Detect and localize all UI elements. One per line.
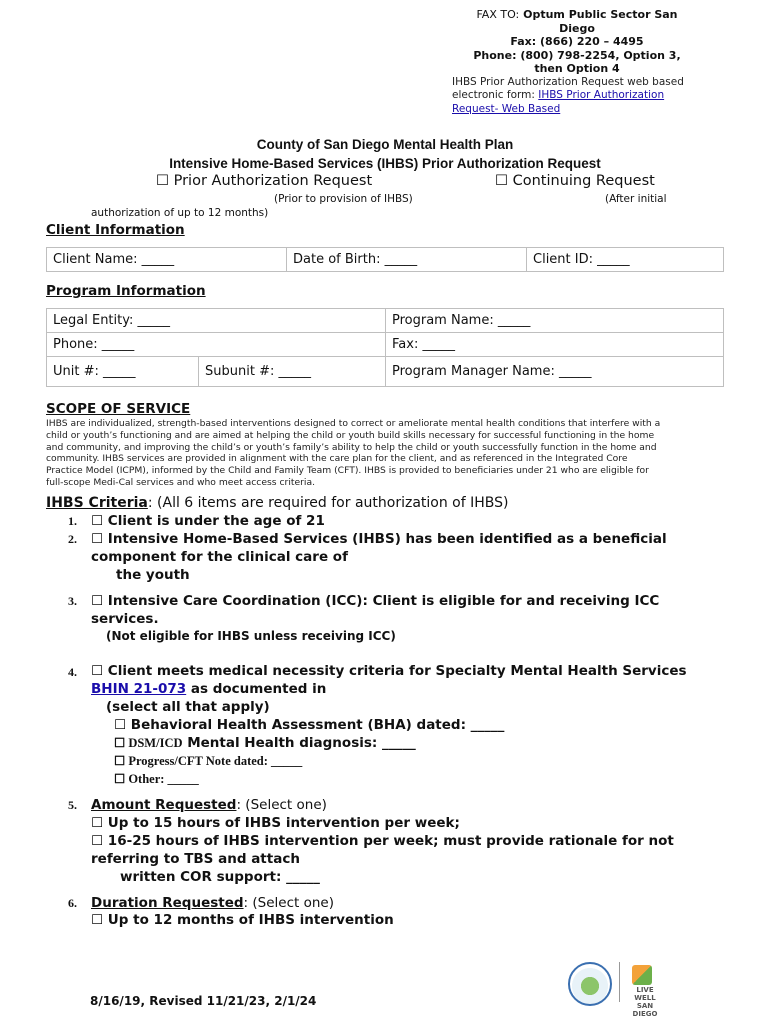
legal-entity-field[interactable]: Legal Entity: _____ xyxy=(47,309,386,333)
unit-field[interactable]: Unit #: _____ xyxy=(47,357,199,387)
program-info-table xyxy=(46,308,724,387)
client-id-field[interactable]: Client ID: _____ xyxy=(527,248,724,272)
logo-divider xyxy=(619,962,620,1002)
live-well-icon xyxy=(632,965,652,985)
fax-block xyxy=(452,8,702,116)
dsm-checkbox[interactable]: ☐ DSM/ICD Mental Health diagnosis: _____ xyxy=(114,735,416,751)
program-phone-field[interactable]: Phone: _____ xyxy=(47,333,386,357)
duration-requested-heading: Duration Requested: (Select one) xyxy=(91,895,334,911)
form-title: County of San Diego Mental Health Plan xyxy=(256,137,514,152)
criterion-3-number: 3. xyxy=(68,594,77,608)
criteria-heading: IHBS Criteria: (All 6 items are required for authorization of IHBS) xyxy=(46,495,509,511)
county-seal-logo xyxy=(568,962,612,1006)
criterion-2-checkbox[interactable]: ☐ Intensive Home-Based Services (IHBS) has been identified as a beneficial xyxy=(91,531,667,547)
revision-date: 8/16/19, Revised 11/21/23, 2/1/24 xyxy=(90,994,317,1008)
criterion-4-line2: BHIN 21-073 as documented in xyxy=(91,681,327,697)
cor-support-field[interactable]: written COR support: _____ xyxy=(120,869,320,885)
dob-field[interactable]: Date of Birth: _____ xyxy=(287,248,527,272)
prior-auth-checkbox[interactable]: ☐ Prior Authorization Request xyxy=(156,173,373,189)
fax-org-line2: Diego xyxy=(559,21,595,35)
criterion-1-number: 1. xyxy=(68,514,77,528)
live-well-logo-text: LIVE WELL SAN DIEGO xyxy=(632,986,658,1018)
other-checkbox[interactable]: ☐ Other: _____ xyxy=(114,772,199,786)
client-name-field[interactable]: Client Name: _____ xyxy=(47,248,287,272)
amount-16-25-line2: referring to TBS and attach xyxy=(91,851,300,867)
program-fax-field[interactable]: Fax: _____ xyxy=(386,333,724,357)
scope-text: IHBS are individualized, strength-based interventions designed to correct or ameliorate mental health conditions that interfere with a child or youth’s functioning and are aimed at helping the child or youth build skills necessary for successful functioning in the home and community, and improving the child’s or youth’s family’s ability to help the child or youth successfully function in the home and community. IHBS services are provided in alignment with the care plan for the client, and as referenced in the Integrated Core Practice Model (ICPM), informed by the Child and Family Team (CFT). IHBS is provided to beneficiaries under 21 who are eligible for full-scope Medi-Cal services and who meet access criteria. xyxy=(46,418,661,488)
progress-note-checkbox[interactable]: ☐ Progress/CFT Note dated: _____ xyxy=(114,754,303,768)
criterion-2-number: 2. xyxy=(68,532,77,546)
manager-name-field[interactable]: Program Manager Name: _____ xyxy=(386,357,724,387)
duration-12-months-checkbox[interactable]: ☐ Up to 12 months of IHBS intervention xyxy=(91,912,394,928)
fax-number: Fax: (866) 220 – 4495 xyxy=(510,35,644,48)
criterion-5-number: 5. xyxy=(68,798,77,812)
criterion-3-line2: services. xyxy=(91,611,159,627)
web-form-text: IHBS Prior Authorization Request web based electronic form: IHBS Prior Authorization Request- Web Based xyxy=(452,75,684,115)
bhin-link[interactable]: BHIN 21-073 xyxy=(91,681,187,697)
continuing-note-cont: authorization of up to 12 months) xyxy=(91,207,269,219)
fax-org: FAX TO: Optum Public Sector San xyxy=(476,8,678,21)
criterion-4-checkbox[interactable]: ☐ Client meets medical necessity criteria for Specialty Mental Health Services xyxy=(91,663,687,679)
criterion-6-number: 6. xyxy=(68,896,77,910)
criterion-3-checkbox[interactable]: ☐ Intensive Care Coordination (ICC): Client is eligible for and receiving ICC xyxy=(91,593,660,609)
criterion-4-select-note: (select all that apply) xyxy=(106,699,270,715)
criterion-3-note: (Not eligible for IHBS unless receiving ICC) xyxy=(106,629,396,643)
amount-requested-heading: Amount Requested: (Select one) xyxy=(91,797,327,813)
web-form-link[interactable]: IHBS Prior Authorization Request- Web Based xyxy=(452,89,665,115)
criterion-2-line2: component for the clinical care of xyxy=(91,549,348,565)
client-info-table xyxy=(46,247,724,272)
form-subtitle: Intensive Home-Based Services (IHBS) Prior Authorization Request xyxy=(169,156,601,171)
amount-15-checkbox[interactable]: ☐ Up to 15 hours of IHBS intervention per week; xyxy=(91,815,460,831)
criterion-2-line3: the youth xyxy=(116,567,190,583)
bha-checkbox[interactable]: ☐ Behavioral Health Assessment (BHA) dated: _____ xyxy=(114,717,505,733)
subunit-field[interactable]: Subunit #: _____ xyxy=(199,357,386,387)
amount-16-25-checkbox[interactable]: ☐ 16-25 hours of IHBS intervention per week; must provide rationale for not xyxy=(91,833,674,849)
criterion-4-number: 4. xyxy=(68,665,77,679)
criterion-1-checkbox[interactable]: ☐ Client is under the age of 21 xyxy=(91,513,325,529)
scope-heading: SCOPE OF SERVICE xyxy=(46,401,191,417)
program-name-field[interactable]: Program Name: _____ xyxy=(386,309,724,333)
program-info-heading: Program Information xyxy=(46,283,206,299)
phone-number: Phone: (800) 798-2254, Option 3, xyxy=(473,48,681,62)
continuing-note: (After initial xyxy=(605,193,667,205)
client-info-heading: Client Information xyxy=(46,222,185,238)
phone-option: then Option 4 xyxy=(534,62,620,75)
continuing-request-checkbox[interactable]: ☐ Continuing Request xyxy=(495,173,655,189)
prior-note: (Prior to provision of IHBS) xyxy=(274,193,413,205)
